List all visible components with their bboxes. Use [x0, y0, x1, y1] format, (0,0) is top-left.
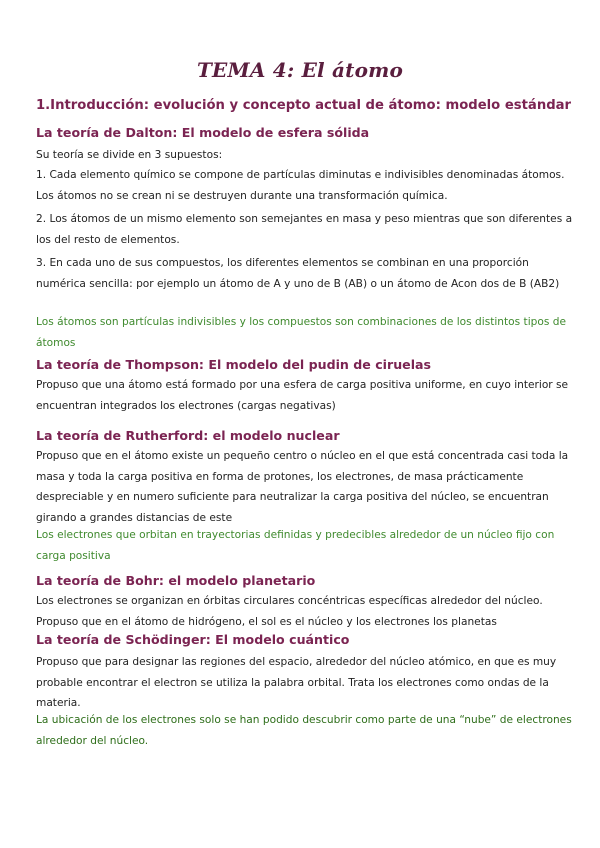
section-heading-introduction: 1.Introducción: evolución y concepto actual de átomo: modelo estándar	[36, 98, 572, 113]
heading-schrodinger: La teoría de Schödinger: El modelo cuántico	[36, 632, 350, 647]
dalton-summary: Los átomos son partículas indivisibles y los compuestos son combinaciones de los distintos tipos de átomos	[36, 316, 566, 349]
heading-thompson: La teoría de Thompson: El modelo del pudin de ciruelas	[36, 357, 432, 372]
dalton-intro: Su teoría se divide en 3 supuestos:	[36, 149, 223, 161]
heading-rutherford: La teoría de Rutherford: el modelo nuclear	[36, 428, 340, 443]
document-title: TEMA 4: El átomo	[196, 58, 404, 82]
dalton-point-2: 2. Los átomos de un mismo elemento son semejantes en masa y peso mientras que son diferentes a los del resto de elementos.	[36, 213, 573, 246]
bohr-text: Los electrones se organizan en órbitas circulares concéntricas específicas alrededor del núcleo. Propuso que en el átomo de hidrógeno, el sol es el núcleo y los electrones los planetas	[36, 595, 543, 628]
rutherford-summary: Los electrones que orbitan en trayectorias definidas y predecibles alrededor de un núcleo fijo con carga positiva	[36, 529, 555, 562]
schrodinger-summary: La ubicación de los electrones solo se han podido descubrir como parte de una “nube” de electrones alrededor del núcleo.	[36, 714, 572, 747]
thompson-text: Propuso que una átomo está formado por una esfera de carga positiva uniforme, en cuyo interior se encuentran integrados los electrones (cargas negativas)	[36, 379, 569, 412]
dalton-point-1: 1. Cada elemento químico se compone de partículas diminutas e indivisibles denominadas átomos. Los átomos no se crean ni se destruyen durante una transformación química.	[36, 169, 565, 202]
heading-bohr: La teoría de Bohr: el modelo planetario	[36, 573, 316, 588]
rutherford-text: Propuso que en el átomo existe un pequeño centro o núcleo en el que está concentrada casi toda la masa y toda la carga positiva en forma de protones, los electrones, de masa prácticamente despreciable y en numero suficiente para neutralizar la carga positiva del núcleo, se encuentran girando a grandes distancias de este	[36, 450, 569, 524]
dalton-point-3: 3. En cada uno de sus compuestos, los diferentes elementos se combinan en una proporción numérica sencilla: por ejemplo un átomo de A y uno de B (AB) o un átomo de Acon dos de B (AB2)	[36, 257, 560, 290]
heading-dalton: La teoría de Dalton: El modelo de esfera sólida	[36, 125, 370, 140]
schrodinger-text: Propuso que para designar las regiones del espacio, alrededor del núcleo atómico, en que es muy probable encontrar el electron se utiliza la palabra orbital. Trata los electrones como ondas de la materia.	[36, 656, 557, 709]
